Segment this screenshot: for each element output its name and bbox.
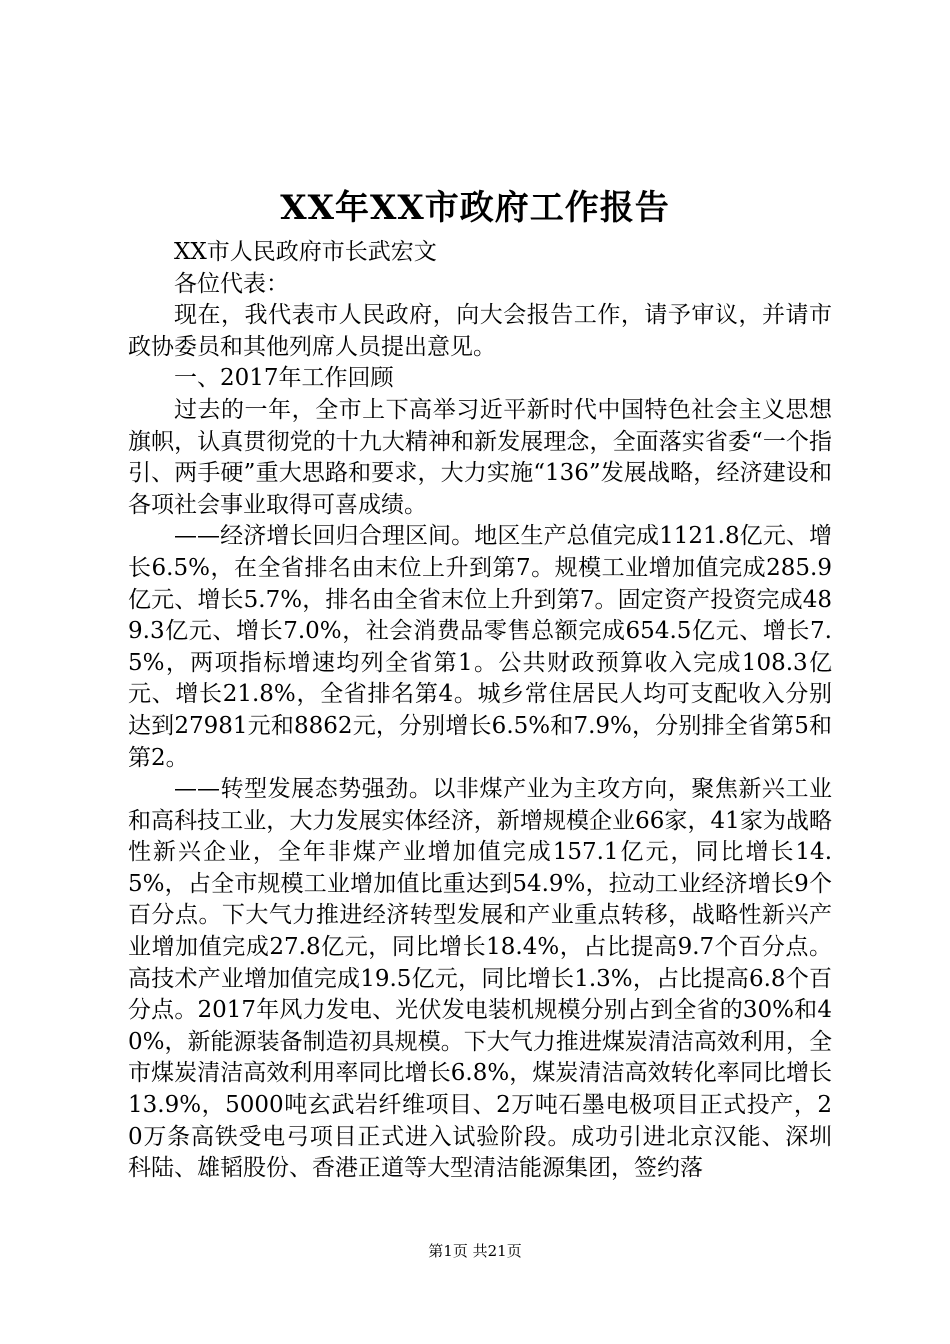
document-title: XX年XX市政府工作报告: [280, 188, 670, 228]
salutation: 各位代表：: [174, 270, 289, 297]
intro-paragraph: 现在，我代表市人民政府，向大会报告工作，请予审议，并请市政协委员和其他列席人员提出意见。: [128, 302, 832, 360]
paragraph-economic-growth: ——经济增长回归合理区间。地区生产总值完成1121.8亿元、增长6.5%，在全省排名由末位上升到第7。规模工业增加值完成285.9亿元、增长5.7%，排名由全省末位上升到第7。固定资产投资完成489.3亿元、增长7.0%，社会消费品零售总额完成654.5亿元、增长7.5%，两项指标增速均列全省第1。公共财政预算收入完成108.3亿元、增长21.8%，全省排名第4。城乡常住居民人均可支配收入分别达到27981元和8862元，分别增长6.5%和7.9%，分别排全省第5和第2。: [128, 523, 832, 771]
section-heading: 一、2017年工作回顾: [174, 365, 394, 392]
paragraph-transformation: ——转型发展态势强劲。以非煤产业为主攻方向，聚焦新兴工业和高科技工业，大力发展实体经济，新增规模企业66家，41家为战略性新兴企业，全年非煤产业增加值完成157.1亿元，同比增长14.5%，占全市规模工业增加值比重达到54.9%，拉动工业经济增长9个百分点。下大气力推进经济转型发展和产业重点转移，战略性新兴产业增加值完成27.8亿元，同比增长18.4%，占比提高9.7个百分点。高技术产业增加值完成19.5亿元，同比增长1.3%，占比提高6.8个百分点。2017年风力发电、光伏发电装机规模分别占到全省的30%和40%，新能源装备制造初具规模。下大气力推进煤炭清洁高效利用，全市煤炭清洁高效利用率同比增长6.8%，煤炭清洁高效转化率同比增长13.9%，5000吨玄武岩纤维项目、2万吨石墨电极项目正式投产，20万条高铁受电弓项目正式进入试验阶段。成功引进北京汉能、深圳科陆、雄韬股份、香港正道等大型清洁能源集团，签约落: [128, 776, 832, 1182]
page-footer: 第1页 共21页: [428, 1242, 522, 1260]
author-line: XX市人民政府市长武宏文: [174, 239, 437, 265]
document-body: [128, 237, 832, 1185]
paragraph-overview: 过去的一年，全市上下高举习近平新时代中国特色社会主义思想旗帜，认真贯彻党的十九大精神和新发展理念，全面落实省委“一个指引、两手硬”重大思路和要求，大力实施“136”发展战略，经济建设和各项社会事业取得可喜成绩。: [128, 396, 832, 518]
